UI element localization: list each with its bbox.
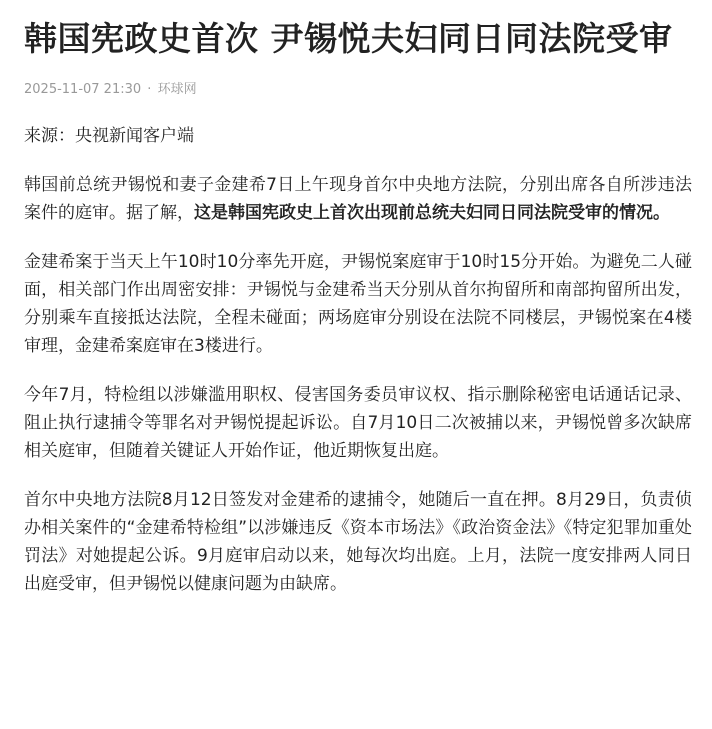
source-line: 来源：央视新闻客户端 [24, 126, 194, 146]
paragraph-3: 今年7月，特检组以涉嫌滥用职权、侵害国务委员审议权、指示删除秘密电话通话记录、阻止执行逮捕令等罪名对尹锡悦提起诉讼。自7月10日二次被捕以来，尹锡悦曾多次缺席相关庭审，但随着关键证人开始作证，他近期恢复出庭。 [24, 385, 692, 461]
paragraph-1 [24, 171, 692, 227]
meta-separator: · [147, 82, 152, 97]
paragraph-1-bold: 这是韩国宪政史上首次出现前总统夫妇同日同法院受审的情况。 [194, 203, 670, 223]
publish-date: 2025-11-07 21:30 [24, 82, 142, 97]
article-body [24, 122, 692, 598]
paragraph-4: 首尔中央地方法院8月12日签发对金建希的逮捕令，她随后一直在押。8月29日，负责侦办相关案件的“金建希特检组”以涉嫌违反《资本市场法》《政治资金法》《特定犯罪加重处罚法》对她提起公诉。9月庭审启动以来，她每次均出庭。上月，法院一度安排两人同日出庭受审，但尹锡悦以健康问题为由缺席。 [24, 490, 692, 594]
paragraph-1-text: 韩国前总统尹锡悦和妻子金建希7日上午现身首尔中央地方法院，分别出席各自所涉违法案件的庭审。据了解， [24, 175, 692, 223]
article-title: 韩国宪政史首次 尹锡悦夫妇同日同法院受审 [24, 19, 673, 58]
article-meta [24, 80, 692, 100]
paragraph-2: 金建希案于当天上午10时10分率先开庭，尹锡悦案庭审于10时15分开始。为避免二人碰面，相关部门作出周密安排：尹锡悦与金建希当天分别从首尔拘留所和南部拘留所出发，分别乘车直接抵达法院，全程未碰面；两场庭审分别设在法院不同楼层，尹锡悦案在4楼审理，金建希案庭审在3楼进行。 [24, 252, 692, 356]
publisher-name[interactable]: 环球网 [157, 82, 197, 97]
